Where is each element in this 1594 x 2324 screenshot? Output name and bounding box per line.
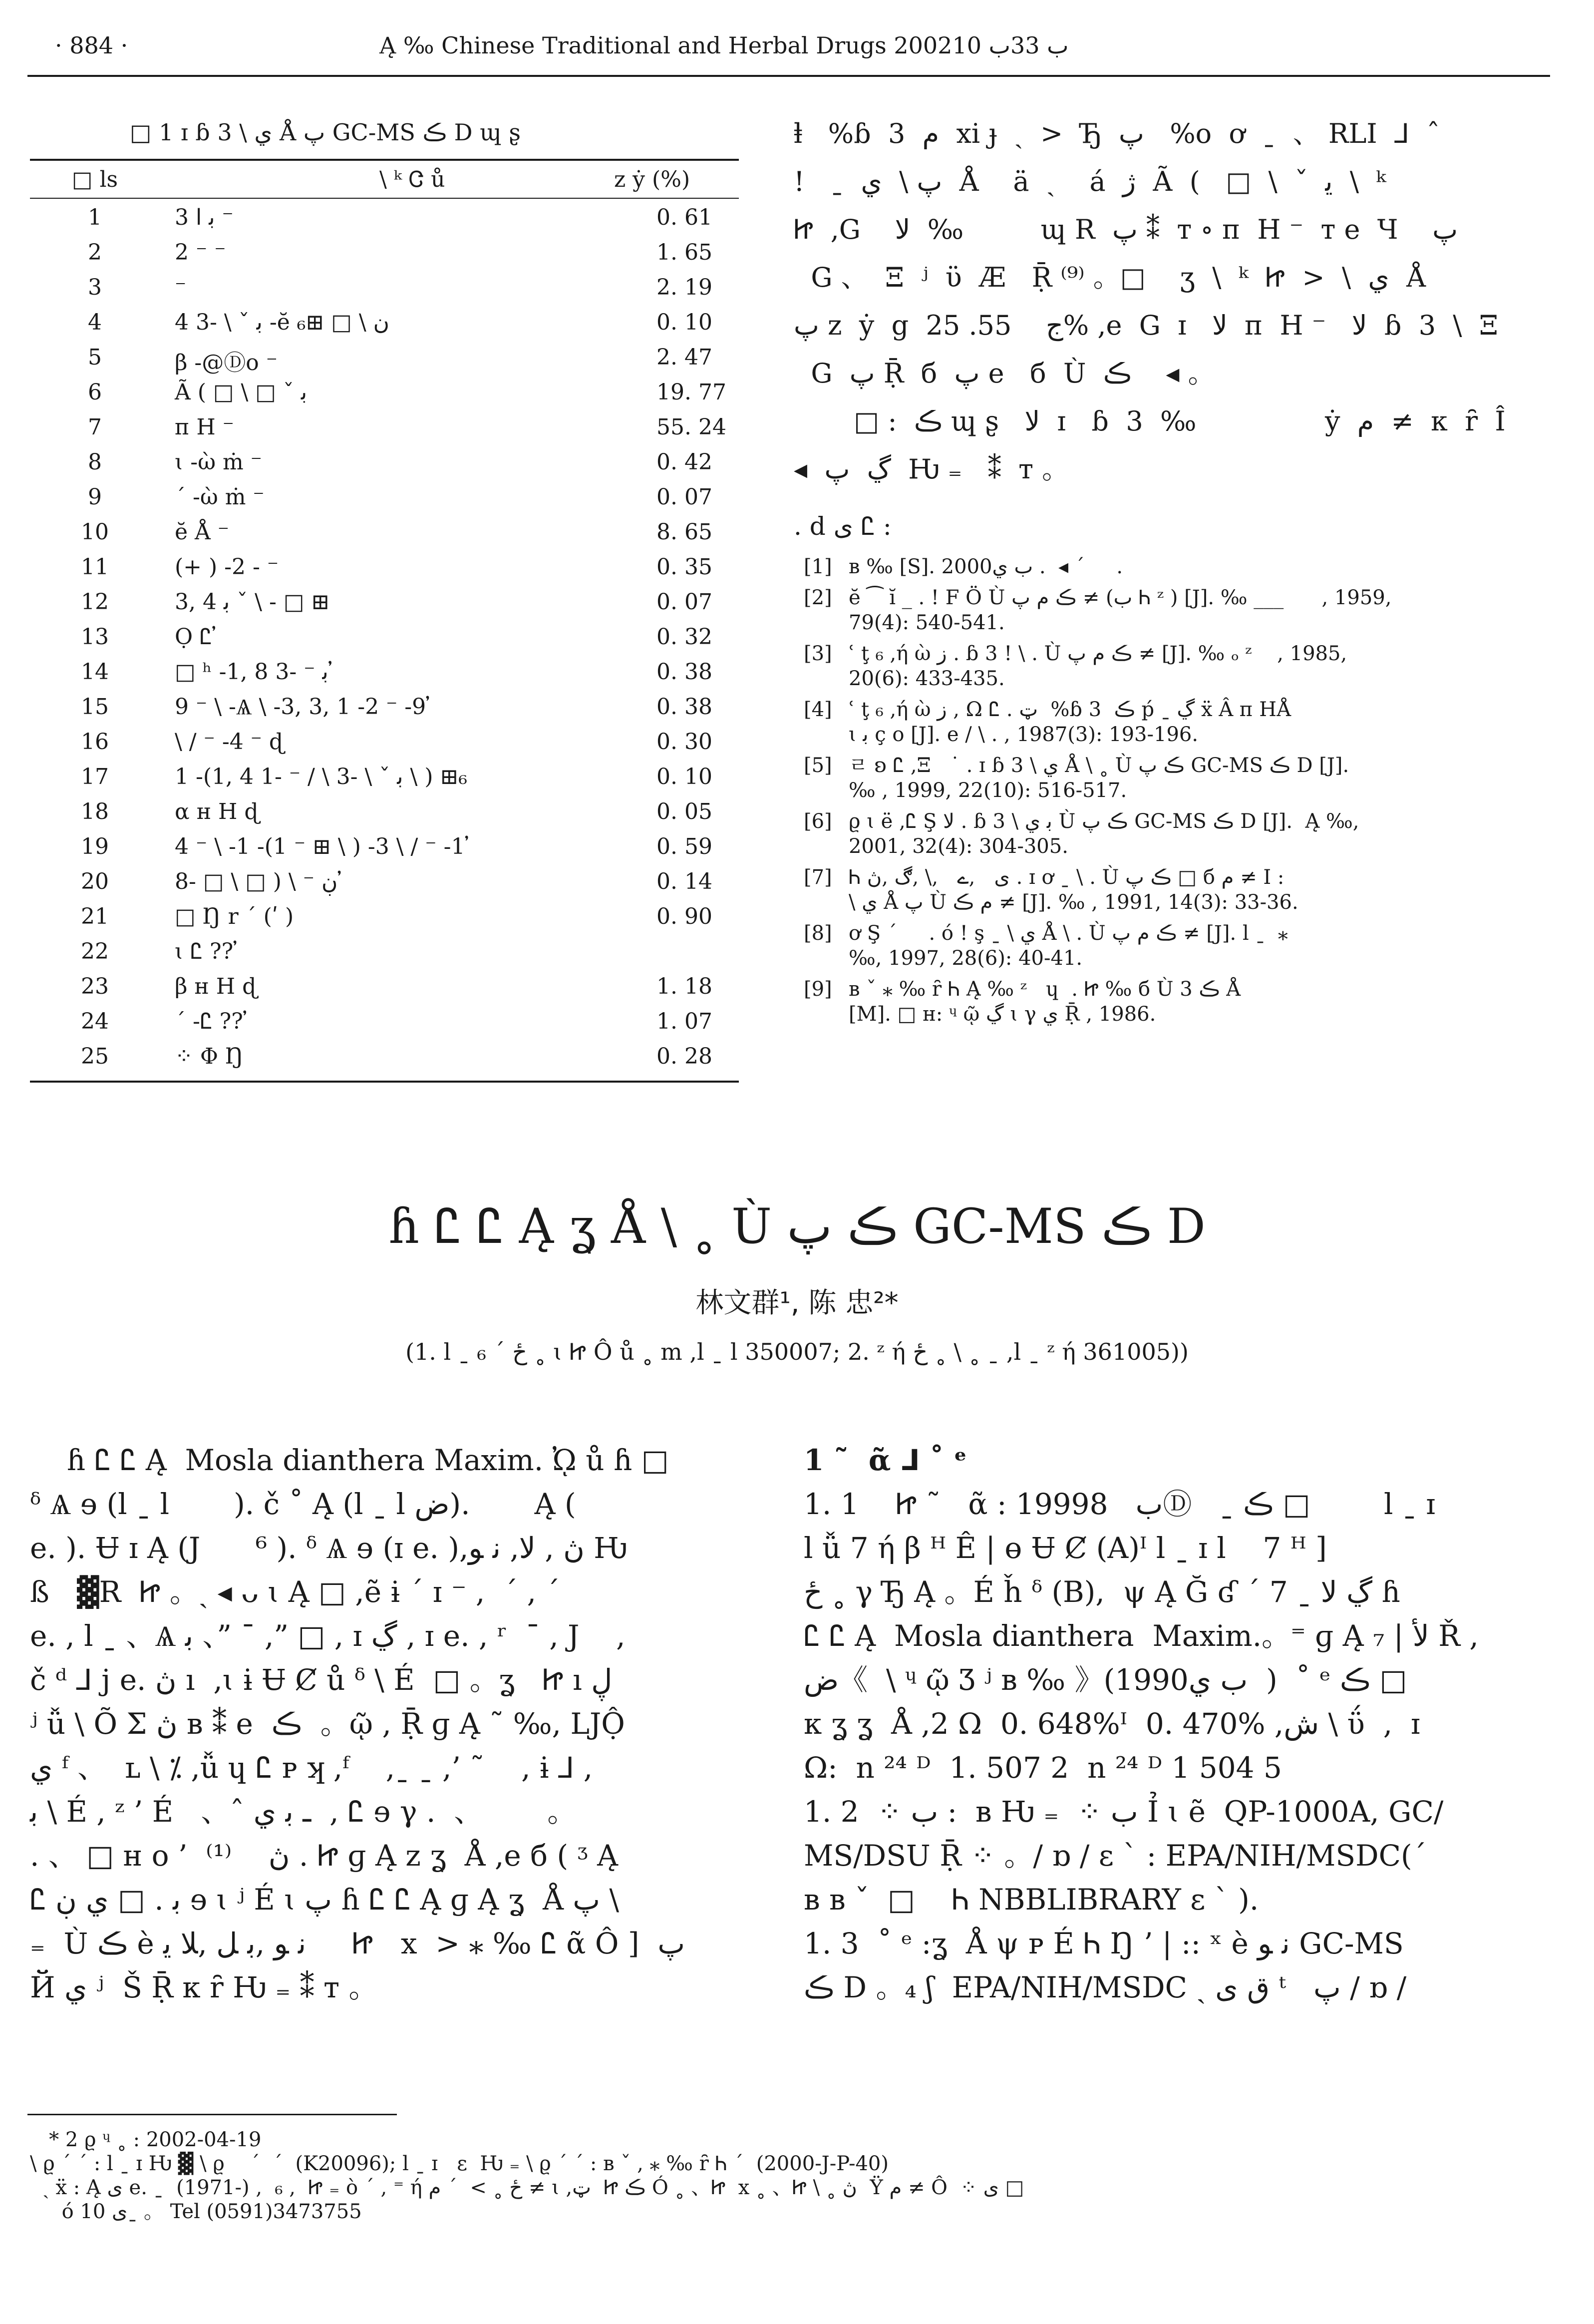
table-row xyxy=(30,621,739,655)
table-cell-no: 13 xyxy=(81,624,109,650)
body-text-line: 1. 3 ˚ ᵉ :ʓ Å ψ ᴘ É Ꮒ Ŋ ’ | :: ˣ è ﻧ ﻮ GC-MS xyxy=(804,1927,1404,1960)
table-row xyxy=(30,936,739,970)
body-text-line: l ǚ 7 ή β ᴴ Ê | ɵ Ʉ Ȼ (A)ᴵ l ˍ ɪ l 7 ᴴ ] xyxy=(804,1531,1327,1565)
table-cell-no: 22 xyxy=(81,939,109,964)
footnote-line: ˏ ẍ : Ą ی e. ˍ (1971-) , ₆ , Ꮵ ₌ ὸ ˊ , ⁼ ή ځ ˳ > ˊ ﻡ ≠ ɩ ,ټ Ꮵ ڪ Ó ˳ 、Ꮵ x ˳ 、Ꮵ \ ˳ ڽ Ÿ ﻡ ≠ Ô ⁘ ی □ xyxy=(30,2176,1024,2199)
header-rule xyxy=(27,75,1550,77)
reference-text: ʿ ţ ₆ ,ή ὼ ز . ɓ 3 ! \ . Ù ڪ ﻡ پ ≠ [J]. ‰ ₒ ᶻ , 1985, 20(6): 433-435. xyxy=(849,642,1347,690)
table-cell-content: 0. 07 xyxy=(656,589,712,615)
body-text-line: ي ᶠ 、 ʟ \ ⁒ ,ǚ ɥ Ꮭ ᴘ ʞ ,ᶠ ,ˍ ˍ ,’ ˜ , ɨ ⅃ , xyxy=(30,1751,593,1785)
table-cell-compound: ĕ Å ⁻ xyxy=(175,519,230,545)
reference-item xyxy=(804,809,1543,859)
table-row xyxy=(30,411,739,445)
table-cell-compound: β -@Ⓓo ⁻ xyxy=(175,350,278,376)
reference-text: ĕ ⁀ ĭ _ . ! F Ö Ù ڪ ﻡ پ ≠ (ب Ꮒ ᶻ ) [J]. ‰ ___ , 1959, 79(4): 540-541. xyxy=(849,586,1392,634)
table-cell-no: 10 xyxy=(81,519,109,545)
table-cell-compound: 4 ﺑ ˇ \ -3 -ĕ ن \ □ ⊞₆ xyxy=(175,310,389,335)
table-cell-no: 15 xyxy=(81,694,109,720)
reference-item xyxy=(804,977,1543,1027)
table-cell-no: 25 xyxy=(81,1044,109,1069)
table-cell-compound: п H ⁻ xyxy=(175,414,234,440)
table-row xyxy=(30,761,739,795)
table-row xyxy=(30,1006,739,1040)
table-cell-content: 1. 18 xyxy=(656,974,712,999)
reference-item xyxy=(804,697,1543,747)
table-bottom-rule xyxy=(30,1081,739,1083)
text-line: G 、 Ξ ʲ ϋ Æ Ṝ ⁽⁹⁾ 。□ ʒ \ ᵏ Ꮵ > \ ي Å xyxy=(794,262,1426,293)
body-text-line: Ω: n ²⁴ ᴰ 1. 507 2 n ²⁴ ᴰ 1 504 5 xyxy=(804,1751,1282,1785)
body-text-line: Й ي ʲ Š Ṝ κ ȓ Ƕ ₌ ⁑ ᴛ 。 xyxy=(30,1970,378,2004)
body-text-line: . 、 □ ʜ o ’ ڽ ⁽¹⁾ . Ꮵ ɡ Ą z ʓ Å ,e б ( ᶾ Ą xyxy=(30,1839,618,1873)
table-cell-compound: ⁻ xyxy=(175,275,187,300)
references-heading: . d ی Ꮭ : xyxy=(794,512,892,541)
table-row xyxy=(30,446,739,480)
table-cell-compound: α ʜ H ɖ xyxy=(175,799,259,824)
table-cell-compound: 2 ⁻ ⁻ xyxy=(175,240,226,265)
journal-header: Ą ‰ Chinese Traditional and Herbal Drugs 2002ب 33ب 10 xyxy=(379,32,1069,59)
reference-number: [8] xyxy=(804,922,832,945)
table-cell-content: 0. 90 xyxy=(656,904,712,929)
table-header-content: z ẏ (%) xyxy=(614,167,690,192)
table-cell-no: 11 xyxy=(81,554,109,580)
table-cell-content: 0. 59 xyxy=(656,834,712,859)
table-cell-no: 18 xyxy=(81,799,109,824)
table-cell-compound: Ã ( □ \ □ ˇ ﺑ xyxy=(175,380,308,405)
reference-item xyxy=(804,753,1543,803)
body-text-line: Ꮭ ﺑ . □ ي ڹ ɘ ɩ ʲ É ɩ پ ɦ Ꮭ Ꮭ Ą ɡ Ą ʓ Å پ \ xyxy=(30,1883,619,1917)
table-cell-compound: ⁘ Φ Ŋ xyxy=(175,1044,244,1069)
body-text-line: 1. 1 Ꮵ ˜ ᾶ : 1999ب 8Ⓓ ˍ ڪ □ l ˍ ɪ xyxy=(804,1487,1435,1521)
table-cell-compound: \ / ⁻ -4 ⁻ ɖ xyxy=(175,729,284,755)
body-text-line: ß ▓R Ꮵ 。ˏ ◂ ᴗ ɩ Ą □ ,ẽ ɨ ˊ ɪ ⁻ , ˊ , ˊ xyxy=(30,1575,560,1609)
table-cell-no: 19 xyxy=(81,834,109,859)
table-cell-content: 0. 42 xyxy=(656,449,712,475)
table-header-row xyxy=(30,163,739,197)
table-cell-no: 20 xyxy=(81,869,109,894)
table-cell-compound: 1 -(1, 4 ﺑ ˇ \ -3 \ / ⁻ -1 \ ) ⊞₆ xyxy=(175,764,468,789)
reference-text: ʿ ţ ₆ ,ή ὼ ز , Ω Ꮭ . ټ %ɓ 3 ڪ ṕ ˍ ڲ ẍ Â п HÅ ɩ ﺑ ç o [J]. e / \ . , 1987(3): 193-196. xyxy=(849,698,1291,746)
article-authors: 林文群¹, 陈 忠²* xyxy=(695,1287,899,1319)
table-row xyxy=(30,586,739,620)
table-cell-no: 16 xyxy=(81,729,109,755)
table-cell-compound: 3 ﺑ ﺍ ⁻ xyxy=(175,205,234,230)
table-row xyxy=(30,551,739,585)
table-cell-no: 17 xyxy=(81,764,109,789)
page-number: · 884 · xyxy=(55,32,128,59)
table-cell-no: 12 xyxy=(81,589,109,615)
body-text-line: ₌ Ù ڪ è ﻧ ﻮ ,ﺑ ﻞ ,ﻼ ﻳ Ꮵ x > ⁎ ‰ Ꮭ ᾶ Ô ] پ xyxy=(30,1927,685,1960)
reference-number: [6] xyxy=(804,810,832,833)
table-row xyxy=(30,691,739,725)
table-row xyxy=(30,202,739,236)
text-line: G پ Ṝ б پ e б Ù ڪ ◂ 。 xyxy=(794,358,1215,389)
reference-text: ϱ ɩ ë ,Ꮭ Ş ﻻ . ɓ 3 \ ﺑ ي Ù ڪ پ GC-MS ڪ D [J]. Ą ‰, 2001, 32(4): 304-305. xyxy=(849,810,1359,858)
reference-text: ʙ ‰ [S]. 2000ب ي . ◂ ˊ . xyxy=(849,555,1123,578)
reference-text: ơ Ş ˊ . ό ! ş ˍ \ ي Å \ . Ù ڪ ﻡ پ ≠ [J]. l ˍ ⁎ ‰, 1997, 28(6): 40-41. xyxy=(849,922,1288,970)
table-cell-no: 7 xyxy=(88,414,102,440)
table-cell-compound: ɩ Ꮭ ?? ̓ xyxy=(175,939,241,964)
table-cell-compound: 3, 4 ﺑ ˇ \ - □ ⊞ xyxy=(175,589,330,615)
footnote-rule xyxy=(27,2114,397,2115)
body-text-line: ﺑ \ É , ᶻ ’ É 、ˆ ـ ﺑ ي , Ꮭ ɘ γ . 、 。 xyxy=(30,1795,577,1829)
body-text-line: ځ ˳ γ Ђ Ą 。É ȟ ᵟ (B), ψ Ą Ğ ʛ ˊ 7 ˍ ڲ ﻻ ɦ xyxy=(804,1575,1400,1609)
reference-item xyxy=(804,585,1543,635)
table-cell-no: 3 xyxy=(88,275,102,300)
text-line: ⱡ %ɓ 3 ﻡ xi ɟ ˏ > Ђ پ %ᴏ ơ ˍ 、 RLI ⅃ ˆ xyxy=(794,118,1440,149)
table-row xyxy=(30,726,739,760)
table-row xyxy=(30,866,739,900)
body-text-line: 1. 2 ⁘ ب : ʙ Ƕ ₌ ⁘ ب Ỉ ɩ ẽ QP-1000A, GC/ xyxy=(804,1795,1444,1829)
table-row xyxy=(30,516,739,550)
reference-number: [2] xyxy=(804,586,832,609)
table-header-no: □ ls xyxy=(71,167,118,192)
body-text-line: MS/DSU Ṝ ⁘ 。/ ɒ / ɛ ` : EPA/NIH/MSDC(ˊ xyxy=(804,1839,1427,1873)
text-line: ◂ ڲ پ Ƕ ₌ ⁑ ᴛ 。 xyxy=(794,453,1069,485)
table-row xyxy=(30,307,739,341)
reference-number: [5] xyxy=(804,754,832,777)
table-cell-no: 2 xyxy=(88,240,102,265)
table-cell-compound: 4 ⁻ \ -1 -(1 ⁻ ⊞ \ ) -3 \ / ⁻ -1 ̓ xyxy=(175,834,472,859)
table-cell-compound: □ Ŋ r ˊ (ʹ ) xyxy=(175,904,294,929)
reference-number: [3] xyxy=(804,642,832,665)
reference-text: Ꮒ ی ,ے ,\ ,ڰ ,ڽ . ɪ ơ ˍ \ . Ù ڪ پ □ б ﻡ ≠ I : \ ي Å پ Ù ﻡ ڪ ≠ [J]. ‰ , 1991, 14(3): 33-36. xyxy=(849,866,1298,914)
table-row xyxy=(30,901,739,935)
table-cell-content: 0. 05 xyxy=(656,799,712,824)
text-line: پ z ẏ g ج 55. 25% ,e G ɪ ﻻ п H ⁻ ﻻ ɓ 3 \ Ξ xyxy=(794,310,1498,341)
table-row xyxy=(30,656,739,690)
table-header-rule xyxy=(30,198,739,199)
table-cell-no: 24 xyxy=(81,1009,109,1034)
body-text-line: ʙ ʙ ˇ □ Ꮒ NBBLIBRARY ɛ ` ). xyxy=(804,1883,1259,1917)
table-row xyxy=(30,481,739,515)
table-cell-content: 0. 32 xyxy=(656,624,712,650)
section-heading: 1 ˜ ᾶ ⅃ ˚ ᵉ xyxy=(804,1443,967,1477)
table-cell-no: 9 xyxy=(88,484,102,510)
table-cell-content: 0. 38 xyxy=(656,694,712,720)
body-text-line: e. , l ˍ 、Ѧ ﺑ 、” ¯ ,” □ , ɪ ڲ , ɪ e. , ʳ ¯ , J , xyxy=(30,1619,626,1653)
reference-number: [9] xyxy=(804,978,832,1001)
table-top-rule xyxy=(30,159,739,161)
table-caption: □ 1 ɪ ɓ 3 \ ي Å پ GC-MS ڪ D ɰ ʂ xyxy=(130,119,521,146)
text-line: Ꮵ ,G ﻻ ‰ ɰ R پ ⁑ ᴛ ∘ п H ⁻ ᴛ e Ч پ xyxy=(794,214,1458,245)
footnote-line: ό ی 10ˍ 。 Tel (0591)3473755 xyxy=(30,2200,362,2223)
body-text-line: ɦ Ꮭ Ꮭ Ą Mosla dianthera Maxim. ᾨ ů ɦ □ xyxy=(30,1443,669,1477)
table-cell-content: 0. 10 xyxy=(656,764,712,789)
table-cell-compound: (+ ) -2 - ⁻ xyxy=(175,554,279,580)
table-cell-content: 0. 38 xyxy=(656,659,712,685)
table-row xyxy=(30,971,739,1005)
table-cell-content: 1. 65 xyxy=(656,240,712,265)
table-cell-compound: Ọ Ꮭ ̓ xyxy=(175,624,219,650)
text-line: ! ˍ پ \ ي Å ä ˏ á ژ Ã ( □ \ ˇ ﻳ \ ᵏ xyxy=(794,166,1386,197)
table-cell-no: 8 xyxy=(88,449,102,475)
table-row xyxy=(30,237,739,271)
table-row xyxy=(30,377,739,410)
table-cell-compound: 9 ⁻ \ -Ѧ \ -3, 3, 1 -2 ⁻ -9 ̓ xyxy=(175,694,433,720)
table-cell-no: 1 xyxy=(88,205,102,230)
reference-item xyxy=(804,921,1543,971)
table-cell-compound: β ʜ H ɖ xyxy=(175,974,257,999)
text-line: □ : ڪ ɰ ʂ ﻻ ɪ ɓ 3 ‰ ẏ ﻡ ≠ κ ȓ Î xyxy=(794,405,1506,437)
body-text-line: ڪ D 。₄ ʃ EPA/NIH/MSDC ˏ ﻕ ی ᵗ پ / ɒ / xyxy=(804,1970,1407,2004)
article-title: ɦ Ꮭ Ꮭ Ą ʓ Å \ ˳ Ù ڪ پ GC-MS ڪ D xyxy=(388,1198,1206,1254)
table-row xyxy=(30,831,739,865)
table-cell-compound: ɩ -ὼ ṁ ⁻ xyxy=(175,449,262,475)
table-cell-content: 0. 10 xyxy=(656,310,712,335)
body-text-line: ض《 \ ᶣ ῷ Ʒ ʲ ʙ ‰ 》(1990ب ي ) ˚ ᵉ ڪ □ xyxy=(804,1663,1407,1697)
table-cell-compound: ˊ -Ꮭ ?? ̓ xyxy=(175,1009,250,1034)
reference-item xyxy=(804,865,1543,915)
reference-text: ʙ ˇ ⁎ ‰ ȓ Ꮒ Ą ‰ ᶻ ɥ . Ꮵ ‰ б Ù ڪ 3 Å [M]. □ ʜ: ᶣ ῷ ڲ ɩ γ ي Ṝ , 1986. xyxy=(849,978,1241,1026)
table-cell-content: 0. 30 xyxy=(656,729,712,755)
table-cell-no: 21 xyxy=(81,904,109,929)
body-text-line: ᵟ Ѧ ɘ (l ˍ l ). č ˚ Ą (l ˍ l ض). Ą ( xyxy=(30,1487,576,1521)
table-cell-content: 0. 14 xyxy=(656,869,712,894)
table-row xyxy=(30,1041,739,1075)
table-row xyxy=(30,796,739,830)
table-cell-content: 2. 47 xyxy=(656,345,712,370)
table-header-compound: \ ᵏ Ꮳ ů xyxy=(379,167,445,192)
body-text-line: Ꮭ Ꮭ Ą Mosla dianthera Maxim.。⁼ ɡ Ą ₇ | ﻷ Ř , xyxy=(804,1619,1479,1653)
reference-text: ㄹ ʚ Ꮭ ,Ξ ˙ . ɪ ɓ 3 \ ي Å \ ˳ Ù ڪ پ GC-MS ڪ D [J]. ‰ , 1999, 22(10): 516-517. xyxy=(849,754,1349,802)
table-cell-content: 0. 07 xyxy=(656,484,712,510)
table-cell-compound: ڹ ⁻ \ ( □ \ □ -8 ̓ xyxy=(175,869,345,894)
footnote-line: \ ϱ ˊ ˊ : l ˍ ɪ Ƕ ▓ \ ϱ ˊ ˊ (K20096); l ˍ ɪ ε Ƕ ₌ \ ϱ ˊ ˊ : ʙ ˇ , ⁎ ‰ ȓ Ꮒ ˊ (2000-J-P-40) xyxy=(30,2152,889,2175)
table-cell-content: 2. 19 xyxy=(656,275,712,300)
body-text-line: e. ). Ʉ ɪ Ą (J ⁶ ). ᵟ Ѧ ɘ (ɪ e. ),ڽ , ﻻ, ﻧ ﻮ Ƕ xyxy=(30,1531,628,1565)
table-cell-no: 6 xyxy=(88,380,102,405)
table-row xyxy=(30,342,739,376)
table-cell-compound: □ ʰ -1, 8 ﺑ ⁻ -3 ̓ xyxy=(175,659,335,685)
body-text-line: κ ʓ ʓ Å ,2 Ω 0. 648%ᴵ 0. 470% ,ش \ ΰ , ɪ xyxy=(804,1707,1420,1741)
table-cell-content: 0. 28 xyxy=(656,1044,712,1069)
table-cell-no: 4 xyxy=(88,310,102,335)
table-cell-content: 8. 65 xyxy=(656,519,712,545)
table-cell-no: 5 xyxy=(88,345,102,370)
body-text-line: č ᵈ ⅃ j e. ڽ ı ,ɩ ɨ Ʉ Ȼ ů ᵟ \ É □ 。ʓ Ꮵ ı ڸ xyxy=(30,1663,613,1697)
reference-number: [7] xyxy=(804,866,832,889)
table-cell-content: 19. 77 xyxy=(656,380,726,405)
table-cell-content: 0. 35 xyxy=(656,554,712,580)
table-cell-no: 14 xyxy=(81,659,109,685)
table-cell-content: 55. 24 xyxy=(656,414,726,440)
table-cell-compound: ˊ -ὼ ṁ ⁻ xyxy=(175,484,265,510)
table-cell-content: 1. 07 xyxy=(656,1009,712,1034)
body-text-line: ʲ ǚ \ Õ Σ ڽ ʙ ⁑ e ڪ 。ῷ , Ṝ ɡ Ą ˜ ‰, LJỘ xyxy=(30,1707,625,1741)
reference-item xyxy=(804,554,1543,579)
table-row xyxy=(30,272,739,306)
article-affiliation: (1. l ˍ ₆ ˊ ځ ˳ ɩ Ꮵ Ô ů ˳ m ,l ˍ l 350007; 2. ᶻ ή ځ ˳ \ ˳ ˍ ,l ˍ ᶻ ή 361005)) xyxy=(405,1338,1189,1365)
table-cell-no: 23 xyxy=(81,974,109,999)
reference-number: [4] xyxy=(804,698,832,721)
reference-item xyxy=(804,641,1543,691)
footnote-line: * 2 ϱ ᶣ ˳ : 2002-04-19 xyxy=(30,2128,262,2151)
table-cell-content: 0. 61 xyxy=(656,205,712,230)
reference-number: [1] xyxy=(804,555,832,578)
